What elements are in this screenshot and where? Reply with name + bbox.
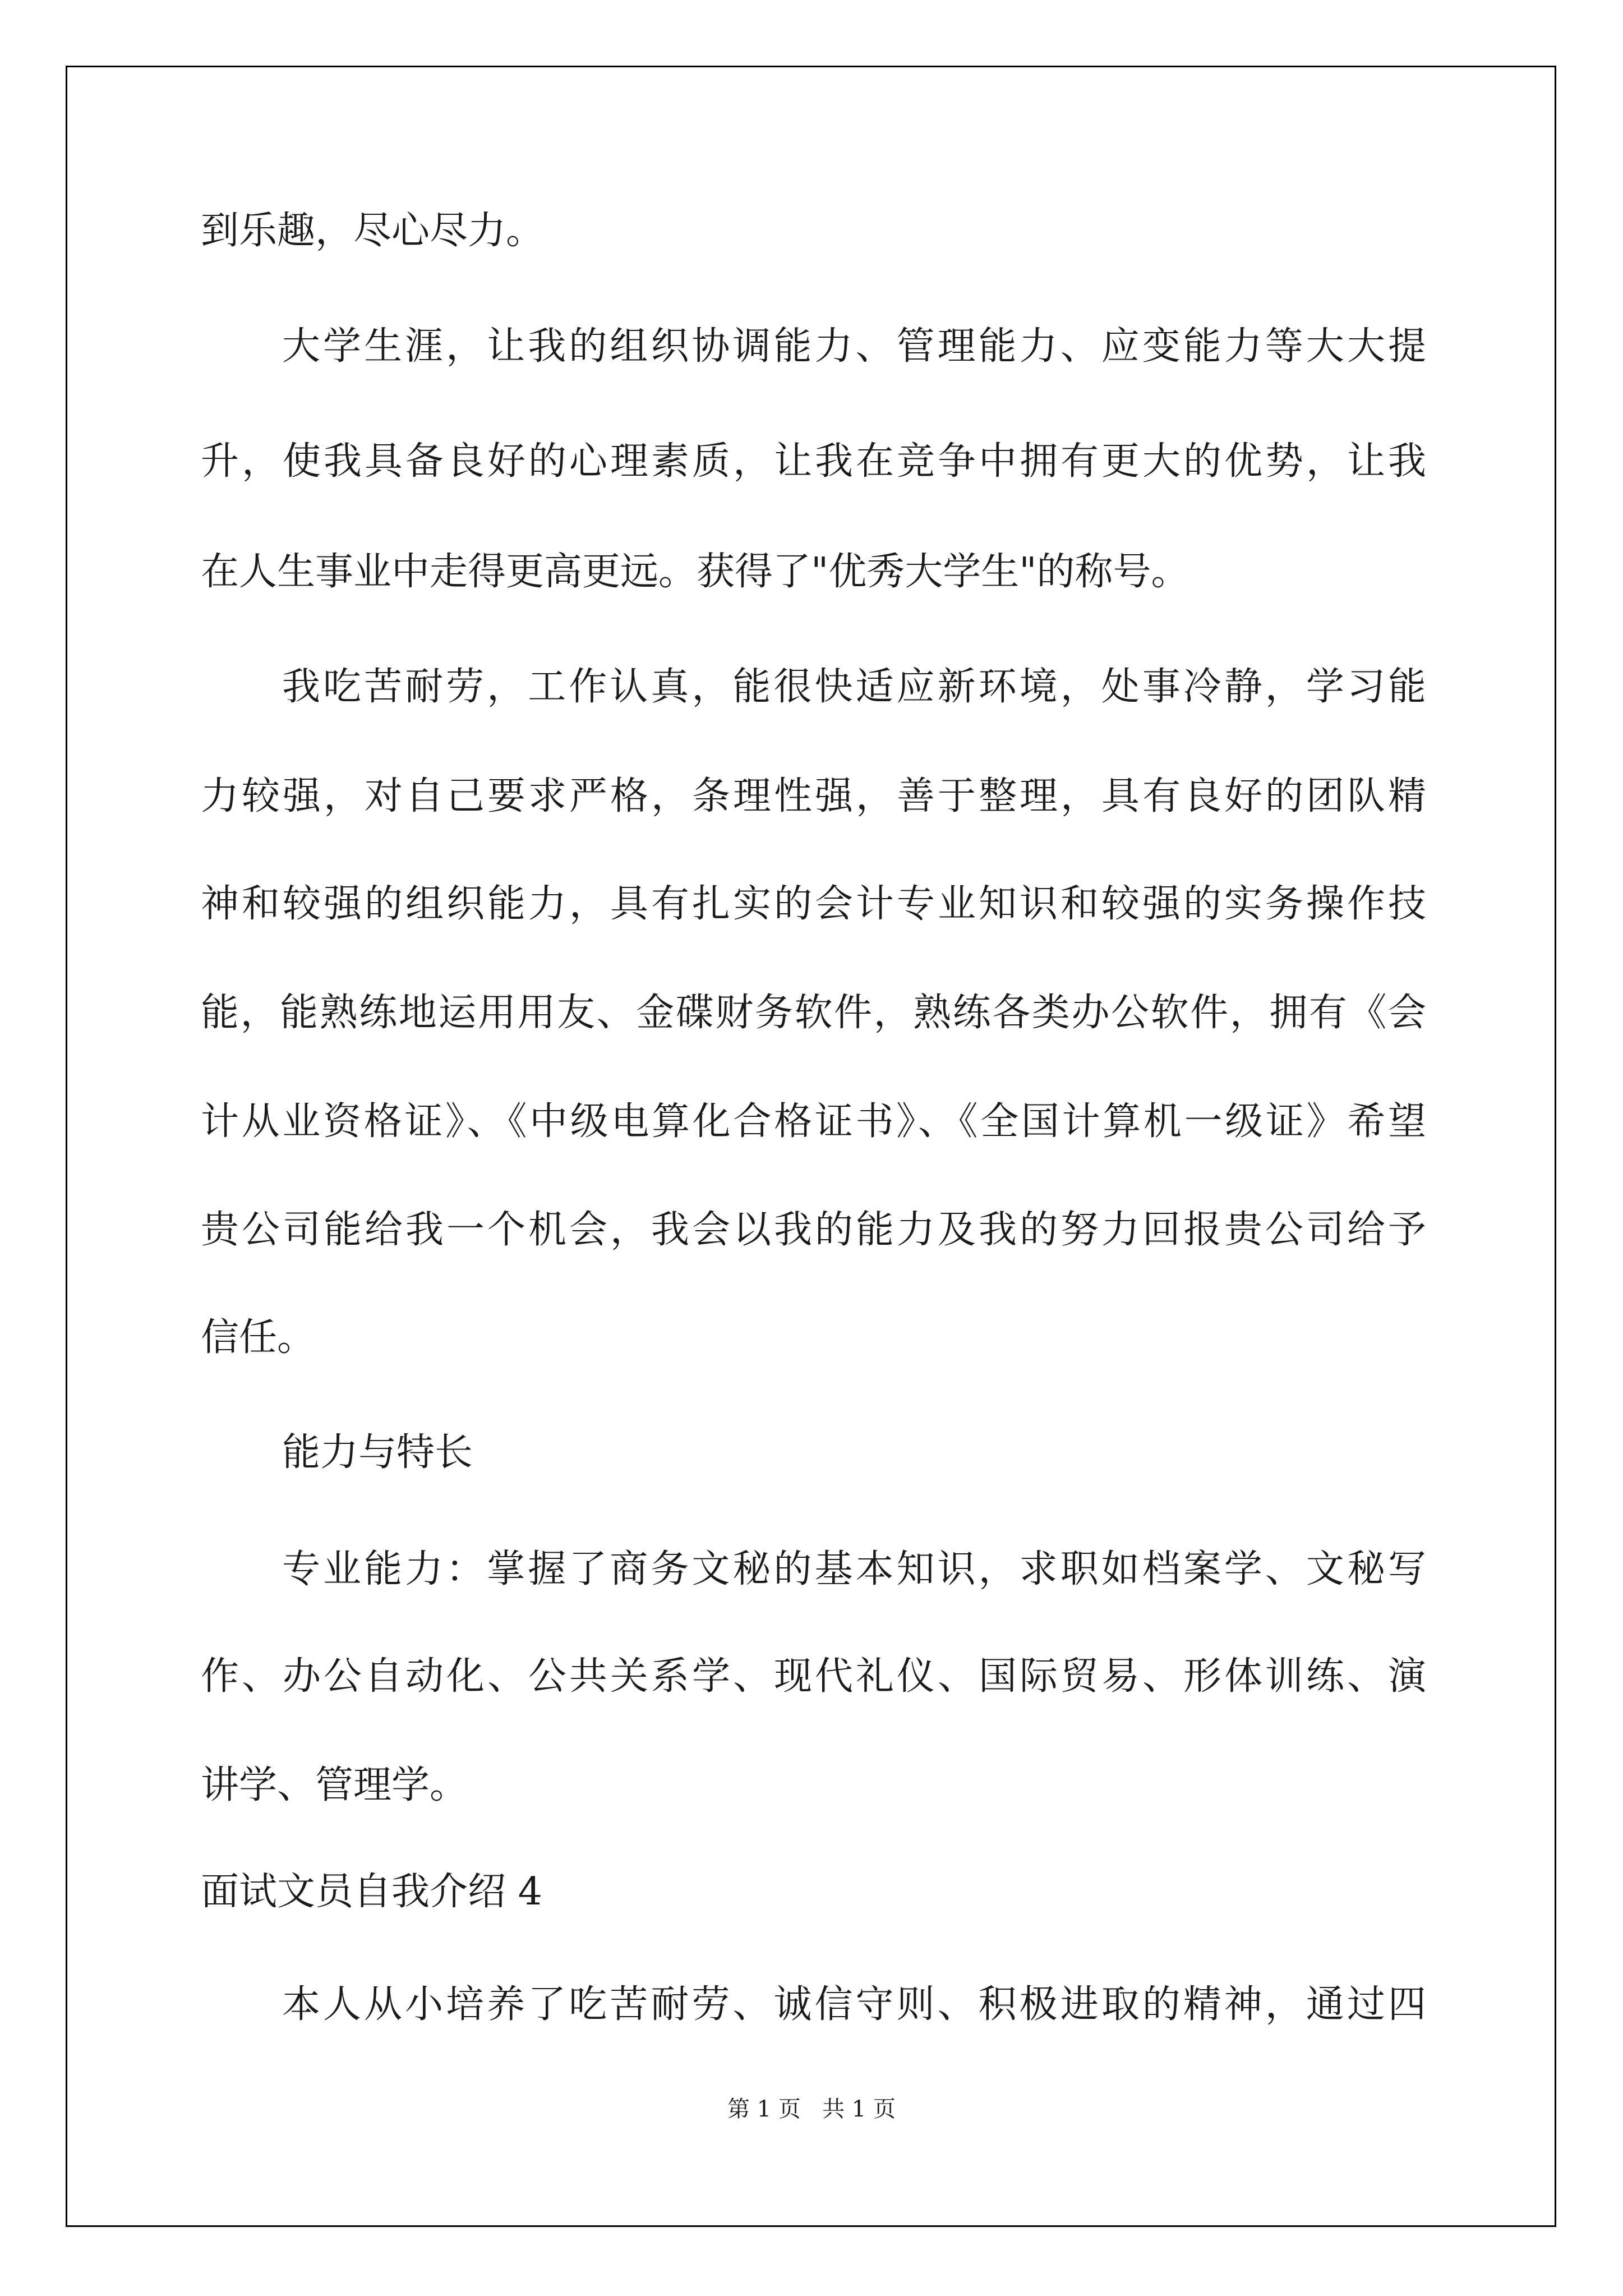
text-line: 在人生事业中走得更高更远。获得了"优秀大学生"的称号。 <box>201 550 1189 594</box>
section-title: 面试文员自我介绍 4 <box>201 1870 542 1914</box>
section-heading: 能力与特长 <box>282 1430 473 1475</box>
text-line: 神和较强的组织能力，具有扎实的会计专业知识和较强的实务操作技 <box>201 882 1426 926</box>
text-line: 能，能熟练地运用用友、金碟财务软件，熟练各类办公软件，拥有《会 <box>201 991 1426 1035</box>
text-line: 大学生涯，让我的组织协调能力、管理能力、应变能力等大大提 <box>282 324 1426 369</box>
text-line: 我吃苦耐劳，工作认真，能很快适应新环境，处事冷静，学习能 <box>282 665 1426 709</box>
text-line: 到乐趣，尽心尽力。 <box>201 209 545 253</box>
page-footer: 第 1 页 共 1 页 <box>727 2096 896 2122</box>
text-line: 升，使我具备良好的心理素质，让我在竞争中拥有更大的优势，让我 <box>201 439 1426 484</box>
text-line: 力较强，对自己要求严格，条理性强，善于整理，具有良好的团队精 <box>201 774 1426 818</box>
text-line: 贵公司能给我一个机会，我会以我的能力及我的努力回报贵公司给予 <box>201 1208 1426 1252</box>
text-line: 作、办公自动化、公共关系学、现代礼仪、国际贸易、形体训练、演 <box>201 1654 1426 1699</box>
text-line: 本人从小培养了吃苦耐劳、诚信守则、积极进取的精神，通过四 <box>282 1982 1426 2027</box>
text-line: 计从业资格证》、《中级电算化合格证书》、《全国计算机一级证》希望 <box>201 1099 1426 1144</box>
text-line: 讲学、管理学。 <box>201 1763 468 1807</box>
text-line: 信任。 <box>201 1315 316 1360</box>
text-line: 专业能力：掌握了商务文秘的基本知识，求职如档案学、文秘写 <box>282 1547 1426 1591</box>
